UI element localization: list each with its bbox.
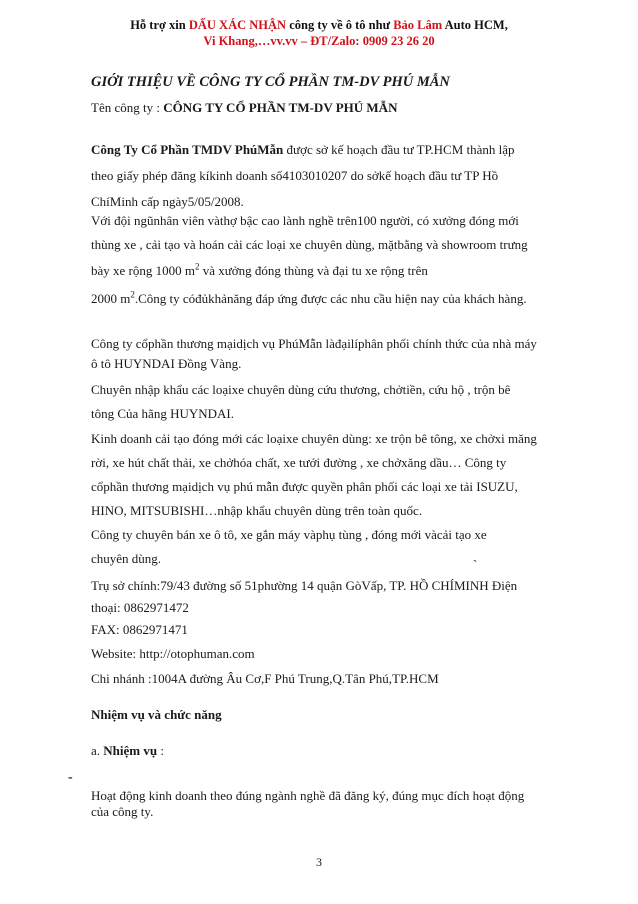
fax-line: FAX: 0862971471 bbox=[91, 622, 188, 637]
text-line: bày xe rộng 1000 m bbox=[91, 263, 195, 278]
section-heading: Nhiệm vụ và chức năng bbox=[91, 707, 222, 722]
paragraph-intro bbox=[91, 137, 577, 215]
text-line: thùng xe , cải tạo và hoán cải các loại xe chuyên dùng, mặtbằng và showroom trưng bbox=[91, 237, 528, 252]
paragraph-staff bbox=[91, 209, 577, 313]
page-title: GIỚI THIỆU VỀ CÔNG TY CỔ PHẦN TM-DV PHÚ MẪN bbox=[91, 74, 450, 90]
header-text: Hỗ trợ xin bbox=[130, 18, 189, 32]
text-line: rời, xe hút chất thải, xe chởhóa chất, xe tưới đường , xe chởxăng dầu… Công ty bbox=[91, 455, 507, 470]
text-line: ô tô HUYNDAI Đồng Vàng. bbox=[91, 356, 242, 371]
sub-heading-prefix: a. bbox=[91, 743, 104, 758]
header-highlight: Bảo Lâm bbox=[393, 18, 443, 32]
text-line: Với đội ngũnhân viên vàthợ bậc cao lành nghề trên100 người, có xưởng đóng mới bbox=[91, 213, 519, 228]
text-line: Trụ sở chính:79/43 đường số 51phường 14 quận GòVấp, TP. HỒ CHÍMINH Điện bbox=[91, 578, 518, 593]
header-highlight: DẤU XÁC NHẬN bbox=[188, 18, 287, 32]
text-line: của công ty. bbox=[91, 804, 154, 819]
bullet-dash: - bbox=[68, 770, 73, 785]
text-line: Công ty chuyên bán xe ô tô, xe gắn máy vàphụ tùng , đóng mới vàcải tạo xe bbox=[91, 527, 487, 542]
text-line: .Công ty cóđủkhảnăng đáp ứng được các nhu cầu hiện nay của khách hàng. bbox=[134, 291, 527, 306]
company-short-name: Công Ty Cổ Phần TMDV PhúMẫn bbox=[91, 142, 284, 157]
text-line: tông Của hãng HUYNDAI. bbox=[91, 406, 234, 421]
text-line: Kinh doanh cải tạo đóng mới các loạixe chuyên dùng: xe trộn bê tông, xe chởxi măng bbox=[91, 431, 537, 446]
header-line-1 bbox=[0, 17, 638, 33]
text-line: Chuyên nhập khẩu các loạixe chuyên dùng cứu thương, chởtiền, cứu hộ , trộn bê bbox=[91, 382, 511, 397]
text-line: cổphần thương mạidịch vụ phú mẫn được quyền phân phối các loại xe tải ISUZU, bbox=[91, 479, 518, 494]
paragraph-import bbox=[91, 378, 577, 426]
text-line: 2000 m bbox=[91, 291, 131, 306]
text-line: Công ty cổphần thương mạidịch vụ PhúMẫn làđạilíphân phối chính thức của nhà máy bbox=[91, 336, 537, 351]
text-line: HINO, MITSUBISHI…nhập khẩu chuyên dùng trên toàn quốc. bbox=[91, 503, 423, 518]
text-line: được sở kế hoạch đầu tư TP.HCM thành lập bbox=[283, 142, 515, 157]
paragraph-duty bbox=[91, 788, 577, 820]
paragraph-business bbox=[91, 427, 577, 523]
head-office-address bbox=[91, 575, 577, 619]
superscript: 2 bbox=[194, 261, 200, 272]
page-header bbox=[0, 17, 638, 49]
text-line: Hoạt động kinh doanh theo đúng ngành nghề đã đăng ký, đúng mục đích hoạt động bbox=[91, 788, 525, 803]
paragraph-sales bbox=[91, 523, 577, 571]
page-number: 3 bbox=[316, 855, 322, 869]
text-line: theo giấy phép đăng kíkinh doanh số4103010207 do sởkế hoạch đầu tư TP Hồ bbox=[91, 168, 499, 183]
header-line-2: Vi Khang,…vv.vv – ĐT/Zalo: 0909 23 26 20 bbox=[203, 34, 435, 48]
text-line: thoại: 0862971472 bbox=[91, 600, 189, 615]
company-name: CÔNG TY CỔ PHẦN TM-DV PHÚ MẪN bbox=[163, 100, 398, 115]
superscript: 2 bbox=[130, 289, 135, 300]
header-text: Auto HCM, bbox=[442, 18, 508, 32]
company-label: Tên công ty : bbox=[91, 100, 164, 115]
company-name-line bbox=[91, 99, 577, 116]
text-line: chuyên dùng. bbox=[91, 551, 162, 566]
sub-heading-title: Nhiệm vụ bbox=[103, 743, 158, 758]
sub-heading-suffix: : bbox=[157, 743, 164, 758]
website-line: Website: http://otophuman.com bbox=[91, 646, 255, 661]
text-line: và xưởng đóng thùng và đại tu xe rộng trên bbox=[199, 263, 428, 278]
sub-heading bbox=[91, 742, 577, 759]
paragraph-distributor bbox=[91, 334, 577, 374]
branch-line: Chi nhánh :1004A đường Âu Cơ,F Phú Trung,Q.Tân Phú,TP.HCM bbox=[91, 671, 439, 686]
stray-mark: ` bbox=[473, 557, 478, 572]
text-line: ChíMinh cấp ngày5/05/2008. bbox=[91, 194, 244, 209]
header-text: công ty về ô tô như bbox=[286, 18, 394, 32]
